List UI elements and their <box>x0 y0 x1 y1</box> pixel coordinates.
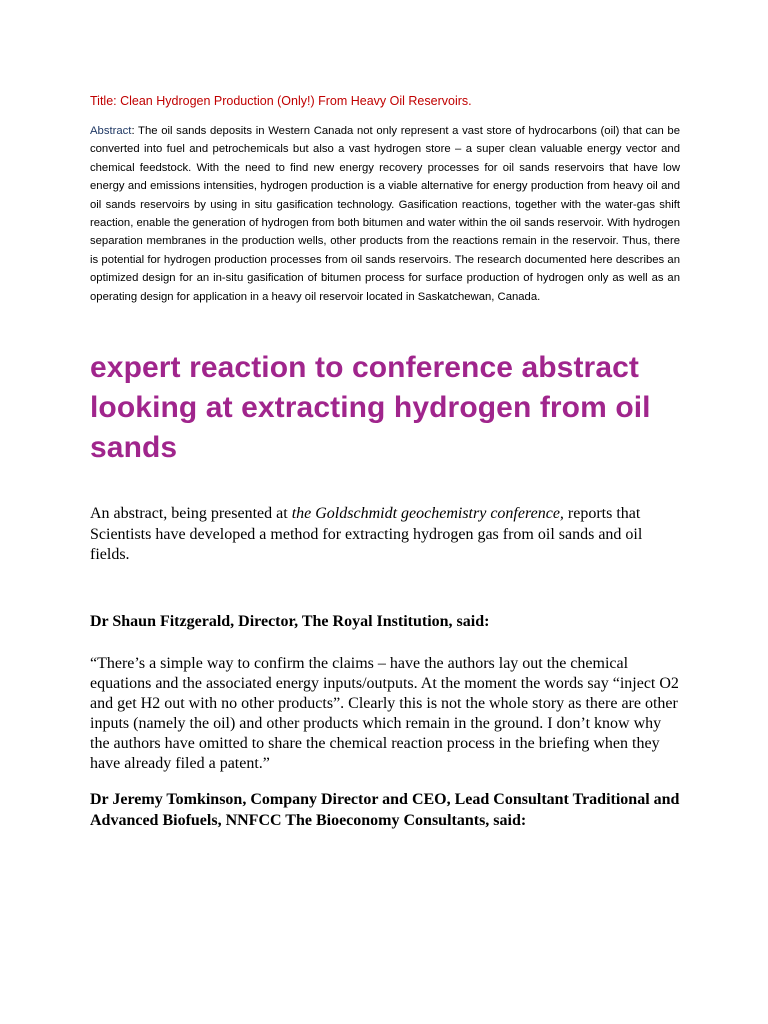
article-headline: expert reaction to conference abstract looking at extracting hydrogen from oil sands <box>90 351 651 465</box>
quote-fitzgerald: “There’s a simple way to confirm the claims – have the authors lay out the chemical equations and the associated energy inputs/outputs. At the moment the words say “inject O2 and get H2 out with no other products”. Clearly this is not the whole story as there are other inputs (namely the oil) and other products which remain in the ground. I don’t know why the authors have omitted to share the chemical reaction process in the briefing when they have already filed a patent.” <box>90 655 679 773</box>
speaker-heading-tomkinson: Dr Jeremy Tomkinson, Company Director and CEO, Lead Consultant Traditional and Advanced Biofuels, NNFCC The Bioeconomy Consultants, said: <box>90 791 680 829</box>
abstract-text: : The oil sands deposits in Western Canada not only represent a vast store of hydrocarbons (oil) that can be converted into fuel and petrochemicals but also a vast hydrogen store – a super clean valuable energy vector and chemical feedstock. With the need to find new energy recovery processes for oil sands reservoirs that have low energy and emissions intensities, hydrogen production is a viable alternative for energy production from heavy oil and oil sands reservoirs by using in situ gasification technology. Gasification reactions, together with the water-gas shift reaction, enable the generation of hydrogen from both bitumen and water within the oil sands reservoir. With hydrogen separation membranes in the production wells, other products from the reactions remain in the reservoir. Thus, there is potential for hydrogen production processes from oil sands reservoirs. The research documented here describes an optimized design for an in-situ gasification of bitumen process for surface production of hydrogen only as well as an operating design for application in a heavy oil reservoir located in Saskatchewan, Canada. <box>90 125 680 303</box>
intro-text-start: An abstract, being presented at <box>90 505 292 523</box>
conference-name: the Goldschmidt geochemistry conference, <box>291 505 564 523</box>
abstract-paragraph <box>90 122 680 306</box>
speaker-heading-fitzgerald: Dr Shaun Fitzgerald, Director, The Royal Institution, said: <box>90 612 490 630</box>
paper-title: Title: Clean Hydrogen Production (Only!) From Heavy Oil Reservoirs. <box>90 94 472 108</box>
document-page <box>90 92 680 831</box>
intro-text-end: reports that Scientists have developed a method for extracting hydrogen gas from oil sands and oil fields. <box>90 505 643 564</box>
intro-paragraph <box>90 504 650 566</box>
abstract-label: Abstract <box>90 125 132 137</box>
